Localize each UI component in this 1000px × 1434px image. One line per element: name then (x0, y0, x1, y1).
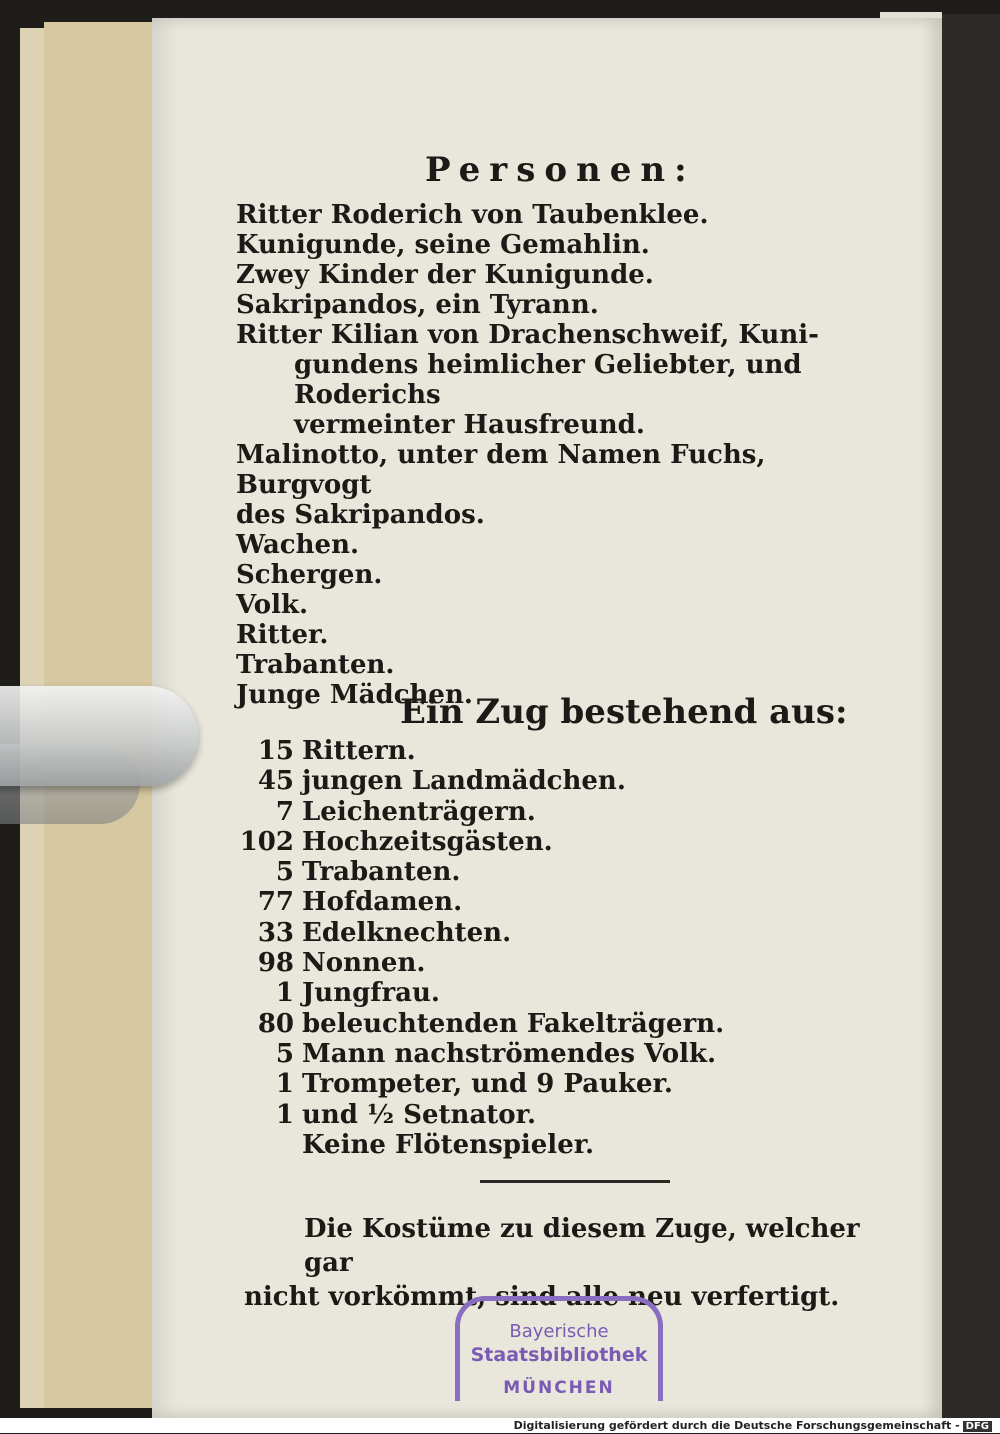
person-entry (236, 530, 896, 560)
person-description: gundens heimlicher Geliebter, und Roderichs (294, 350, 802, 410)
procession-item (236, 1100, 776, 1130)
procession-label: Keine Flötenspieler. (302, 1129, 595, 1160)
library-stamp (455, 1296, 663, 1401)
procession-item (236, 887, 776, 917)
procession-label: Trabanten. (302, 857, 461, 888)
procession-count: 5 (275, 857, 294, 888)
procession-count: 7 (275, 796, 294, 827)
procession-count: 102 (239, 826, 294, 857)
person-name: Ritter Roderich von Taubenklee. (236, 200, 709, 230)
procession-label: Leichenträgern. (302, 796, 536, 827)
person-description: des Sakripandos. (236, 500, 485, 530)
person-description: vermeinter Hausfreund. (294, 410, 645, 440)
person-entry (236, 440, 896, 530)
procession-label: jungen Landmädchen. (302, 766, 626, 797)
procession-label: Nonnen. (302, 948, 426, 979)
procession-count: 1 (275, 1099, 294, 1130)
procession-label: Trompeter, und 9 Pauker. (302, 1069, 673, 1100)
person-entry (236, 590, 896, 620)
procession-label: beleuchtenden Fakelträgern. (302, 1008, 725, 1039)
procession-label: Rittern. (302, 736, 416, 766)
procession-heading: Ein Zug bestehend aus: (400, 692, 848, 732)
person-name: Volk. (236, 590, 309, 620)
procession-count: 80 (257, 1008, 294, 1039)
procession-item (236, 1130, 776, 1160)
person-entry (236, 320, 896, 440)
persons-list (236, 200, 896, 710)
divider-rule (480, 1180, 670, 1183)
person-name: Wachen. (236, 530, 360, 560)
procession-item (236, 918, 776, 948)
procession-count: 1 (275, 1069, 294, 1100)
procession-item (236, 978, 776, 1008)
procession-item (236, 1009, 776, 1039)
person-entry (236, 290, 896, 320)
stamp-line: Staatsbibliothek (470, 1344, 648, 1366)
procession-item (236, 1069, 776, 1099)
procession-item (236, 736, 776, 766)
stamp-line: MÜNCHEN (503, 1378, 615, 1398)
page-holder-clip (0, 686, 198, 786)
procession-item (236, 857, 776, 887)
procession-list (236, 736, 776, 1160)
procession-count: 5 (275, 1038, 294, 1069)
procession-count: 33 (257, 917, 294, 948)
procession-label: Jungfrau. (302, 978, 440, 1009)
procession-label: Hochzeitsgästen. (302, 826, 553, 857)
closing-note-line: nicht vorkömmt, sind alle neu verfertigt. (244, 1282, 840, 1312)
person-entry (236, 650, 896, 680)
right-margin-dark (940, 14, 1000, 1418)
procession-count: 15 (257, 736, 294, 766)
person-name: Sakripandos, ein Tyrann. (236, 290, 599, 320)
procession-count: 98 (257, 948, 294, 979)
stamp-line: Bayerische (509, 1321, 609, 1342)
person-entry (236, 260, 896, 290)
procession-item (236, 827, 776, 857)
procession-item (236, 1039, 776, 1069)
person-entry (236, 560, 896, 590)
procession-count: 1 (275, 978, 294, 1009)
person-name: Ritter. (236, 620, 329, 650)
person-entry (236, 620, 896, 650)
procession-count (236, 1130, 302, 1160)
person-name: Schergen. (236, 560, 383, 590)
person-entry (236, 200, 896, 230)
person-entry (236, 230, 896, 260)
procession-count: 77 (257, 887, 294, 918)
person-name: Zwey Kinder der Kunigunde. (236, 260, 654, 290)
person-name: Malinotto, unter dem Namen Fuchs, Burgvogt (236, 440, 766, 500)
procession-item (236, 797, 776, 827)
person-name: Ritter Kilian von Drachenschweif, Kuni- (236, 320, 819, 350)
person-name: Trabanten. (236, 650, 395, 680)
procession-label: und ½ Setnator. (302, 1099, 536, 1130)
person-name: Kunigunde, seine Gemahlin. (236, 230, 650, 260)
credit-text: Digitalisierung gefördert durch die Deutsche Forschungsgemeinschaft - (513, 1419, 960, 1432)
page-heading: Personen: (425, 150, 696, 190)
procession-count: 45 (257, 766, 294, 797)
procession-item (236, 766, 776, 796)
dfg-logo: DFG (963, 1421, 992, 1432)
closing-note-line: Die Kostüme zu diesem Zuge, welcher gar (304, 1214, 860, 1278)
person-name: Junge Mädchen. (236, 680, 473, 710)
procession-item (236, 948, 776, 978)
procession-label: Hofdamen. (302, 887, 463, 918)
procession-label: Edelknechten. (302, 917, 512, 948)
digitization-credit (514, 1418, 992, 1434)
procession-label: Mann nachströmendes Volk. (302, 1038, 717, 1069)
